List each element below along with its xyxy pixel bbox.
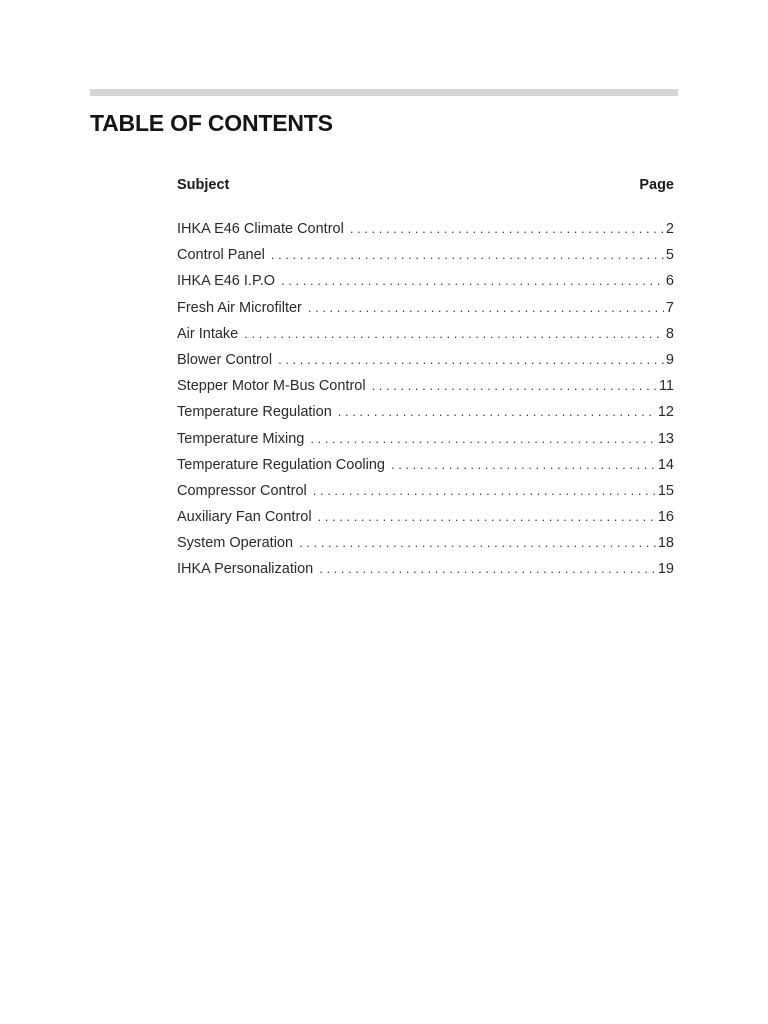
toc-entry-page: 15 (657, 482, 674, 499)
toc-entry[interactable] (177, 245, 674, 271)
toc-list (177, 219, 674, 586)
toc-entry[interactable] (177, 429, 674, 455)
toc-entry-page: 19 (657, 561, 674, 578)
toc-entry-subject: Blower Control (177, 351, 273, 368)
dot-leader (299, 533, 656, 553)
dot-leader (278, 350, 664, 370)
dot-leader (318, 507, 656, 527)
dot-leader (372, 376, 657, 396)
dot-leader (271, 245, 664, 265)
toc-entry-page: 5 (665, 247, 674, 264)
dot-leader (350, 219, 664, 239)
toc-entry-subject: Stepper Motor M-Bus Control (177, 378, 366, 395)
dot-leader (338, 402, 656, 422)
dot-leader (281, 271, 664, 291)
toc-entry-subject: IHKA E46 I.P.O (177, 273, 276, 290)
dot-leader (313, 481, 656, 501)
toc-entry[interactable] (177, 350, 674, 376)
toc-entry-subject: Compressor Control (177, 482, 307, 499)
subject-column-header: Subject (177, 177, 230, 193)
toc-entry[interactable] (177, 298, 674, 324)
toc-entry[interactable] (177, 507, 674, 533)
toc-entry-subject: Temperature Regulation Cooling (177, 456, 385, 473)
toc-entry-page: 16 (657, 509, 674, 526)
toc-entry-page: 2 (665, 221, 674, 237)
toc-entry-subject: Air Intake (177, 325, 239, 342)
toc-entry-page: 14 (657, 456, 674, 473)
toc-entry[interactable] (177, 402, 674, 428)
toc-entry-page: 12 (657, 404, 674, 421)
toc-entry[interactable] (177, 271, 674, 297)
toc-entry-subject: Temperature Mixing (177, 430, 305, 447)
toc-entry-subject: Control Panel (177, 247, 265, 264)
toc-entry-subject: Temperature Regulation (177, 404, 332, 421)
toc-entry[interactable] (177, 324, 674, 350)
toc-entry-subject: System Operation (177, 535, 294, 552)
dot-leader (310, 429, 656, 449)
table-of-contents (177, 175, 674, 586)
toc-entry-page: 9 (665, 351, 674, 368)
toc-entry[interactable] (177, 219, 674, 245)
toc-entry[interactable] (177, 455, 674, 481)
page-column-header: Page (639, 177, 674, 193)
dot-leader (308, 298, 664, 318)
dot-leader (244, 324, 664, 344)
toc-entry-subject: Fresh Air Microfilter (177, 299, 302, 316)
toc-entry-subject: IHKA Personalization (177, 561, 314, 578)
toc-entry-page: 6 (665, 273, 674, 290)
toc-entry-page: 11 (658, 378, 674, 395)
top-divider (90, 89, 678, 96)
dot-leader (319, 559, 656, 579)
toc-entry[interactable] (177, 481, 674, 507)
page-title: TABLE OF CONTENTS (90, 110, 333, 136)
toc-entry-page: 13 (657, 430, 674, 447)
toc-entry[interactable] (177, 376, 674, 402)
dot-leader (391, 455, 656, 475)
toc-entry-subject: IHKA E46 Climate Control (177, 221, 344, 237)
toc-entry-subject: Auxiliary Fan Control (177, 509, 312, 526)
toc-entry-page: 8 (665, 325, 674, 342)
toc-entry-page: 7 (665, 299, 674, 316)
toc-entry[interactable] (177, 559, 674, 585)
toc-entry-page: 18 (657, 535, 674, 552)
toc-entry[interactable] (177, 533, 674, 559)
toc-header (177, 175, 674, 195)
